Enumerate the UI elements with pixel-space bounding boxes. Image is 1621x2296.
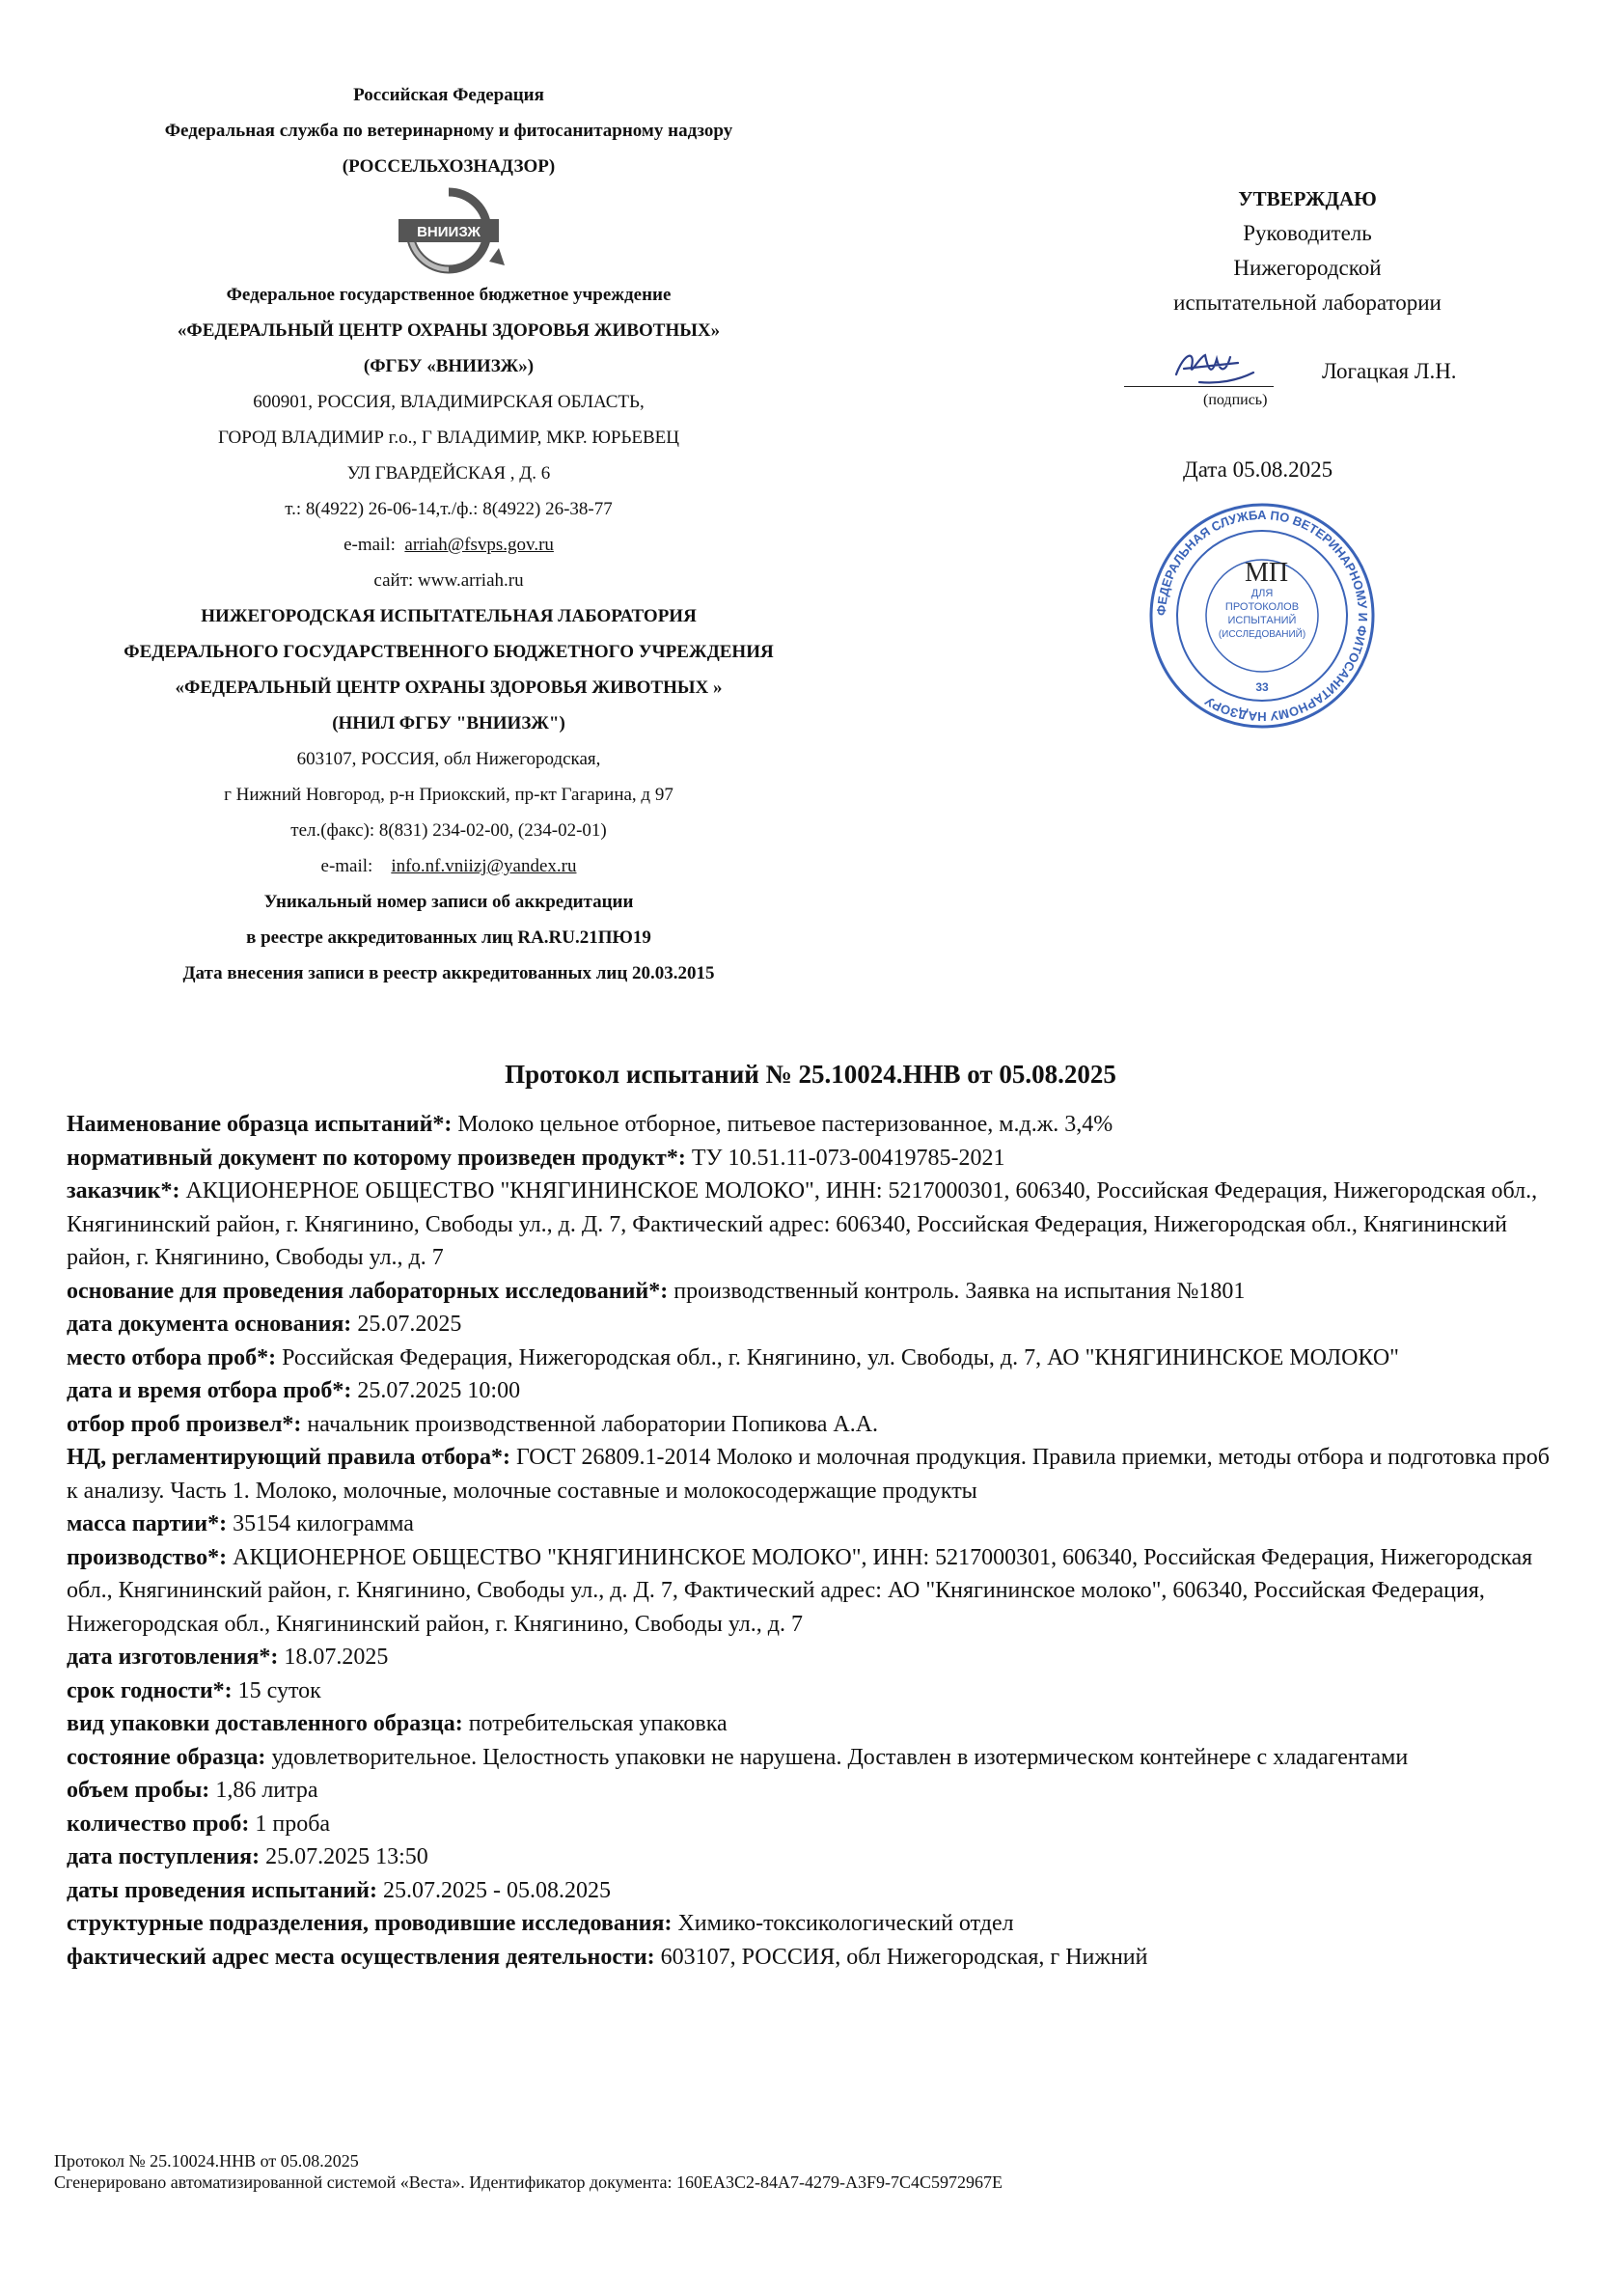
- protocol-field: [67, 1508, 1552, 1541]
- site-line: сайт: www.arriah.ru: [373, 570, 524, 591]
- field-label: количество проб:: [67, 1811, 250, 1837]
- protocol-field: [67, 1275, 1552, 1309]
- page-footer: [54, 2150, 1559, 2193]
- field-label: состояние образца:: [67, 1744, 266, 1770]
- protocol-field: [67, 1840, 1552, 1874]
- field-value: 25.07.2025 13:50: [260, 1844, 428, 1869]
- protocol-field: [67, 1941, 1552, 1975]
- accreditation-line-3: Дата внесения записи в реестр аккредитованных лиц 20.03.2015: [182, 963, 715, 983]
- field-value: 1,86 литра: [209, 1778, 318, 1803]
- institution-abbreviation: (ФГБУ «ВНИИЗЖ»): [363, 356, 535, 376]
- field-value: 18.07.2025: [278, 1645, 389, 1670]
- address-line-1: 600901, РОССИЯ, ВЛАДИМИРСКАЯ ОБЛАСТЬ,: [253, 392, 645, 412]
- field-label: масса партии*:: [67, 1511, 228, 1536]
- field-label: дата поступления:: [67, 1844, 261, 1869]
- field-value: производственный контроль. Заявка на испытания №1801: [668, 1278, 1246, 1304]
- field-value: 25.07.2025: [351, 1312, 462, 1337]
- field-value: удовлетворительное. Целостность упаковки не нарушена. Доставлен в изотермическом контейнере с хладагентами: [265, 1744, 1409, 1770]
- field-label: срок годности*:: [67, 1677, 233, 1703]
- stamp-outer-text: ФЕДЕРАЛЬНАЯ СЛУЖБА ПО ВЕТЕРИНАРНОМУ И ФИТОСАНИТАРНОМУ НАДЗОРУ: [1153, 507, 1371, 725]
- protocol-field: [67, 1342, 1552, 1375]
- footer-protocol-ref: Протокол № 25.10024.ННВ от 05.08.2025: [54, 2151, 359, 2171]
- field-value: 15 суток: [232, 1677, 321, 1703]
- approver-role-2: Нижегородской: [1233, 256, 1382, 280]
- field-label: нормативный документ по которому произведен продукт*:: [67, 1145, 686, 1171]
- protocol-field: [67, 1674, 1552, 1708]
- field-value: АКЦИОНЕРНОЕ ОБЩЕСТВО "КНЯГИНИНСКОЕ МОЛОКО", ИНН: 5217000301, 606340, Российская Федерация, Нижегородская обл., Княгининский район, г. Княгинино, Свободы ул., д. Д. 7, Фактический адрес: 606340, Российская Федерация, Нижегородская обл., Княгининский район, г. Княгинино, Свободы ул., д. 7: [67, 1178, 1538, 1270]
- approval-date: Дата 05.08.2025: [1183, 457, 1333, 482]
- approval-block: [1129, 181, 1486, 320]
- field-value: 25.07.2025 10:00: [351, 1378, 521, 1403]
- field-value: 25.07.2025 - 05.08.2025: [376, 1877, 611, 1903]
- field-value: 1 проба: [249, 1811, 331, 1837]
- approver-name: Логацкая Л.Н.: [1322, 359, 1457, 383]
- institution-name: «ФЕДЕРАЛЬНЫЙ ЦЕНТР ОХРАНЫ ЗДОРОВЬЯ ЖИВОТНЫХ»: [177, 320, 721, 341]
- field-value: ГОСТ 26809.1-2014 Молоко и молочная продукция. Правила приемки, методы отбора и подготовка проб к анализу. Часть 1. Молоко, молочные, молочные составные и молокосодержащие продукты: [67, 1445, 1550, 1504]
- field-label: заказчик*:: [67, 1178, 180, 1203]
- protocol-field: [67, 1308, 1552, 1342]
- country-name: Российская Федерация: [353, 85, 544, 105]
- service-abbreviation: (РОССЕЛЬХОЗНАДЗОР): [342, 156, 556, 177]
- lab-phone-line: тел.(факс): 8(831) 234-02-00, (234-02-01): [290, 820, 607, 841]
- phone-line: т.: 8(4922) 26-06-14,т./ф.: 8(4922) 26-38-77: [285, 499, 613, 519]
- field-label: объем пробы:: [67, 1778, 210, 1803]
- protocol-field: [67, 1374, 1552, 1408]
- lab-address-line-1: 603107, РОССИЯ, обл Нижегородская,: [296, 749, 601, 769]
- address-line-2: ГОРОД ВЛАДИМИР г.о., Г ВЛАДИМИР, МКР. ЮРЬЕВЕЦ: [218, 428, 679, 448]
- stamp-center-3: ИСПЫТАНИЙ: [1227, 615, 1297, 626]
- field-value: 35154 килограмма: [227, 1511, 414, 1536]
- protocol-field: [67, 1641, 1552, 1674]
- field-label: Наименование образца испытаний*:: [67, 1112, 453, 1137]
- field-value: начальник производственной лаборатории Попикова А.А.: [301, 1411, 879, 1437]
- official-stamp: [1146, 500, 1378, 732]
- protocol-field: [67, 1741, 1552, 1775]
- approver-role-1: Руководитель: [1243, 221, 1372, 245]
- protocol-field: [67, 1175, 1552, 1275]
- address-line-3: УЛ ГВАРДЕЙСКАЯ , Д. 6: [346, 463, 551, 484]
- field-label: структурные подразделения, проводившие исследования:: [67, 1911, 673, 1936]
- lab-address-line-2: г Нижний Новгород, р-н Приокский, пр-кт Гагарина, д 97: [224, 785, 673, 805]
- stamp-center-2: ПРОТОКОЛОВ: [1224, 601, 1300, 613]
- logo-text: ВНИИЗЖ: [417, 224, 481, 240]
- accreditation-line-2: в реестре аккредитованных лиц RA.RU.21ПЮ19: [246, 927, 651, 948]
- protocol-field: [67, 1707, 1552, 1741]
- field-label: отбор проб произвел*:: [67, 1411, 302, 1437]
- organization-header: [48, 77, 849, 991]
- email-link[interactable]: arriah@fsvps.gov.ru: [404, 535, 554, 555]
- field-label: производство*:: [67, 1544, 228, 1570]
- stamp-center-1: ДЛЯ: [1250, 588, 1274, 599]
- footer-generated-note: Сгенерировано автоматизированной системой «Веста». Идентификатор документа: 160EA3C2-84A7-4279-A3F9-7C4C5972967E: [54, 2172, 1003, 2192]
- signature-row: [1124, 346, 1510, 408]
- field-value: Химико-токсикологический отдел: [672, 1911, 1014, 1936]
- lab-email-label: e-mail:: [320, 856, 373, 876]
- accreditation-line-1: Уникальный номер записи об аккредитации: [263, 892, 634, 912]
- lab-name-line-3: «ФЕДЕРАЛЬНЫЙ ЦЕНТР ОХРАНЫ ЗДОРОВЬЯ ЖИВОТНЫХ »: [175, 678, 723, 698]
- field-label: дата изготовления*:: [67, 1645, 279, 1670]
- approve-heading: УТВЕРЖДАЮ: [1238, 187, 1377, 210]
- lab-email-line: [48, 848, 849, 884]
- stamp-number: 33: [1255, 680, 1269, 694]
- protocol-field: [67, 1541, 1552, 1642]
- signature-caption: (подпись): [1203, 392, 1268, 408]
- vniizzh-logo: [48, 184, 849, 277]
- approver-role-3: испытательной лаборатории: [1173, 290, 1442, 315]
- field-value: 603107, РОССИЯ, обл Нижегородская, г Нижний: [654, 1944, 1148, 1970]
- stamp-place-label: МП: [1245, 558, 1289, 588]
- lab-abbreviation: (ННИЛ ФГБУ "ВНИИЗЖ"): [332, 713, 565, 733]
- field-label: вид упаковки доставленного образца:: [67, 1711, 463, 1736]
- field-label: даты проведения испытаний:: [67, 1877, 377, 1903]
- lab-name-line-1: НИЖЕГОРОДСКАЯ ИСПЫТАТЕЛЬНАЯ ЛАБОРАТОРИЯ: [201, 606, 697, 626]
- field-label: НД, регламентирующий правила отбора*:: [67, 1445, 510, 1470]
- lab-name-line-2: ФЕДЕРАЛЬНОГО ГОСУДАРСТВЕННОГО БЮДЖЕТНОГО УЧРЕЖДЕНИЯ: [124, 642, 774, 662]
- field-label: место отбора проб*:: [67, 1344, 277, 1370]
- field-label: фактический адрес места осуществления деятельности:: [67, 1944, 655, 1970]
- field-value: потребительская упаковка: [462, 1711, 728, 1736]
- field-value: Молоко цельное отборное, питьевое пастеризованное, м.д.ж. 3,4%: [452, 1112, 1113, 1137]
- protocol-field: [67, 1874, 1552, 1908]
- email-line: [48, 527, 849, 563]
- protocol-fields: [67, 1108, 1552, 1974]
- field-value: Российская Федерация, Нижегородская обл., г. Княгинино, ул. Свободы, д. 7, АО "КНЯГИНИНСКОЕ МОЛОКО": [276, 1344, 1399, 1370]
- handwritten-signature: [1170, 346, 1257, 390]
- protocol-field: [67, 1108, 1552, 1142]
- field-label: дата и время отбора проб*:: [67, 1378, 352, 1403]
- service-name: Федеральная служба по ветеринарному и фитосанитарному надзору: [164, 121, 733, 141]
- protocol-field: [67, 1408, 1552, 1442]
- protocol-field: [67, 1441, 1552, 1508]
- stamp-center-4: (ИССЛЕДОВАНИЙ): [1218, 629, 1306, 640]
- protocol-title: Протокол испытаний № 25.10024.ННВ от 05.08.2025: [505, 1060, 1116, 1089]
- protocol-field: [67, 1907, 1552, 1941]
- protocol-field: [67, 1142, 1552, 1176]
- field-value: АКЦИОНЕРНОЕ ОБЩЕСТВО "КНЯГИНИНСКОЕ МОЛОКО", ИНН: 5217000301, 606340, Российская Федерация, Нижегородская обл., Княгининский район, г. Княгинино, Свободы ул., д. Д. 7, Фактический адрес: АО "Княгининское молоко", 606340, Российская Федерация, Нижегородская обл., Княгининский район, г. Княгинино, Свободы ул., д. 7: [67, 1544, 1533, 1637]
- field-label: дата документа основания:: [67, 1312, 352, 1337]
- field-label: основание для проведения лабораторных исследований*:: [67, 1278, 669, 1304]
- lab-email-link[interactable]: info.nf.vniizj@yandex.ru: [391, 856, 577, 876]
- email-label: e-mail:: [343, 535, 396, 555]
- protocol-field: [67, 1774, 1552, 1808]
- field-value: ТУ 10.51.11-073-00419785-2021: [685, 1145, 1005, 1171]
- institution-type: Федеральное государственное бюджетное учреждение: [226, 285, 672, 305]
- protocol-field: [67, 1808, 1552, 1841]
